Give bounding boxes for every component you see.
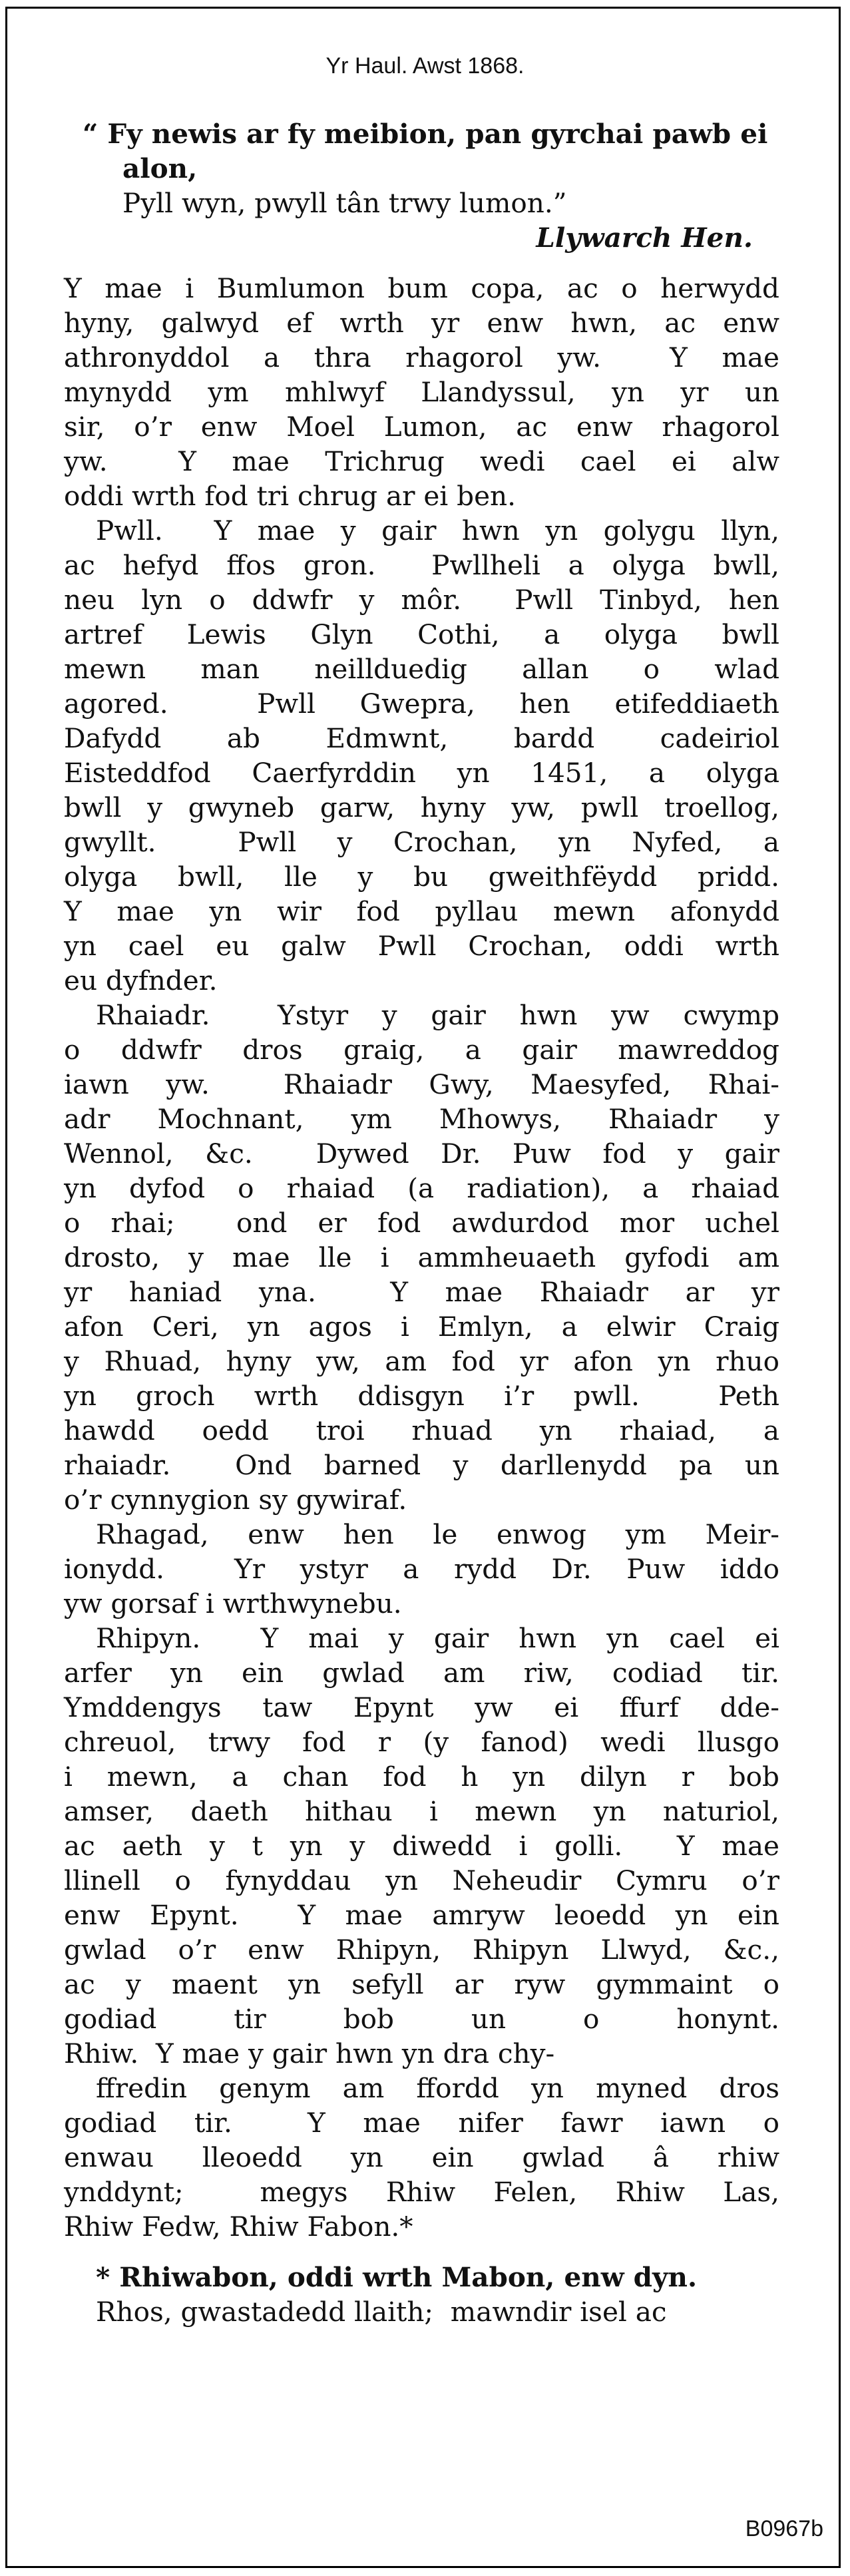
body-line: olyga bwll, lle y bu gweithfëydd pridd. (64, 861, 779, 893)
body-line: godiad tir. Y mae nifer fawr iawn o (64, 2107, 779, 2139)
body-line: agored. Pwll Gwepra, hen etifeddiaeth (64, 688, 779, 720)
final-line: Rhos, gwastadedd llaith; mawndir isel ac (96, 2296, 667, 2328)
body-line: yr haniad yna. Y mae Rhaiadr ar yr (64, 1276, 779, 1308)
body-line: Y mae yn wir fod pyllau mewn afonydd (64, 895, 779, 927)
body-line: Pwll. Y mae y gair hwn yn golygu llyn, (96, 515, 779, 546)
body-line: artref Lewis Glyn Cothi, a olyga bwll (64, 618, 779, 650)
body-line: enwau lleoedd yn ein gwlad â rhiw (64, 2141, 779, 2173)
body-line: o’r cynnygion sy gywiraf. (64, 1484, 407, 1516)
body-line: gwlad o’r enw Rhipyn, Rhipyn Llwyd, &c., (64, 1934, 779, 1966)
body-text (64, 271, 779, 2244)
body-line: Rhiw. Y mae y gair hwn yn dra chy- (64, 2038, 555, 2069)
body-line: yn dyfod o rhaiad (a radiation), a rhaiad (64, 1172, 779, 1204)
body-line: Rhaiadr. Ystyr y gair hwn yw cwymp (96, 999, 779, 1031)
body-line: hyny, galwyd ef wrth yr enw hwn, ac enw (64, 307, 779, 339)
body-line: amser, daeth hithau i mewn yn naturiol, (64, 1795, 779, 1827)
body-line: bwll y gwyneb garw, hyny yw, pwll troellog, (64, 791, 779, 823)
body-line: yw. Y mae Trichrug wedi cael ei alw (64, 445, 779, 477)
body-line: athronyddol a thra rhagorol yw. Y mae (64, 341, 779, 373)
body-line: llinell o fynyddau yn Neheudir Cymru o’r (64, 1864, 779, 1896)
body-line: Dafydd ab Edmwnt, bardd cadeiriol (64, 722, 779, 754)
article-text (64, 116, 779, 2329)
body-line: o ddwfr dros graig, a gair mawreddog (64, 1034, 779, 1066)
body-line: Rhipyn. Y mai y gair hwn yn cael ei (96, 1622, 779, 1654)
body-line: y Rhuad, hyny yw, am fod yr afon yn rhuo (64, 1345, 779, 1377)
body-line: Ymddengys taw Epynt yw ei ffurf dde- (64, 1691, 779, 1723)
quote-line-2: alon, (122, 152, 198, 184)
body-line: iawn yw. Rhaiadr Gwy, Maesyfed, Rhai- (64, 1068, 779, 1100)
quote-line-1: “ Fy newis ar fy meibion, pan gyrchai pawb ei (83, 118, 768, 150)
body-line: i mewn, a chan fod h yn dilyn r bob (64, 1761, 779, 1793)
body-line: oddi wrth fod tri chrug ar ei ben. (64, 480, 516, 512)
body-line: ac hefyd ffos gron. Pwllheli a olyga bwll, (64, 549, 779, 581)
body-line: chreuol, trwy fod r (y fanod) wedi llusgo (64, 1726, 779, 1758)
body-line: Y mae i Bumlumon bum copa, ac o herwydd (64, 272, 779, 304)
body-line: ffredin genym am ffordd yn myned dros (96, 2072, 779, 2104)
quote-attribution: Llywarch Hen. (536, 222, 753, 254)
body-line: ac aeth y t yn y diwedd i golli. Y mae (64, 1830, 779, 1862)
body-line: godiad tir bob un o honynt. (64, 2003, 779, 2035)
footnote: * Rhiwabon, oddi wrth Mabon, enw dyn. (96, 2261, 698, 2293)
body-line: ac y maent yn sefyll ar ryw gymmaint o (64, 1968, 779, 2000)
body-line: sir, o’r enw Moel Lumon, ac enw rhagorol (64, 411, 779, 443)
body-line: rhaiadr. Ond barned y darllenydd pa un (64, 1449, 779, 1481)
body-line: adr Mochnant, ym Mhowys, Rhaiadr y (64, 1103, 779, 1135)
body-line: mewn man neillduedig allan o wlad (64, 653, 779, 685)
body-line: neu lyn o ddwfr y môr. Pwll Tinbyd, hen (64, 584, 779, 616)
body-line: enw Epynt. Y mae amryw leoedd yn ein (64, 1899, 779, 1931)
quote-line-3: Pyll wyn, pwyll tân trwy lumon.” (122, 187, 567, 219)
body-line: ionydd. Yr ystyr a rydd Dr. Puw iddo (64, 1553, 779, 1585)
body-line: Rhiw Fedw, Rhiw Fabon.* (64, 2211, 413, 2243)
source-caption: Yr Haul. Awst 1868. (325, 53, 525, 79)
body-line: o rhai; ond er fod awdurdod mor uchel (64, 1207, 779, 1239)
body-line: Wennol, &c. Dywed Dr. Puw fod y gair (64, 1138, 779, 1170)
body-line: yn cael eu galw Pwll Crochan, oddi wrth (64, 930, 779, 962)
body-line: afon Ceri, yn agos i Emlyn, a elwir Craig (64, 1311, 779, 1343)
body-line: yw gorsaf i wrthwynebu. (64, 1588, 402, 1619)
body-line: gwyllt. Pwll y Crochan, yn Nyfed, a (64, 826, 779, 858)
body-line: drosto, y mae lle i ammheuaeth gyfodi am (64, 1241, 779, 1273)
body-line: Rhagad, enw hen le enwog ym Meir- (96, 1518, 779, 1550)
body-line: hawdd oedd troi rhuad yn rhaiad, a (64, 1414, 779, 1446)
body-line: ynddynt; megys Rhiw Felen, Rhiw Las, (64, 2176, 779, 2208)
body-line: eu dyfnder. (64, 965, 218, 996)
body-line: mynydd ym mhlwyf Llandyssul, yn yr un (64, 376, 779, 408)
catalog-number: B0967b (745, 2516, 823, 2541)
body-line: Eisteddfod Caerfyrddin yn 1451, a olyga (64, 757, 779, 789)
body-line: yn groch wrth ddisgyn i’r pwll. Peth (64, 1380, 779, 1412)
body-line: arfer yn ein gwlad am riw, codiad tir. (64, 1657, 779, 1689)
